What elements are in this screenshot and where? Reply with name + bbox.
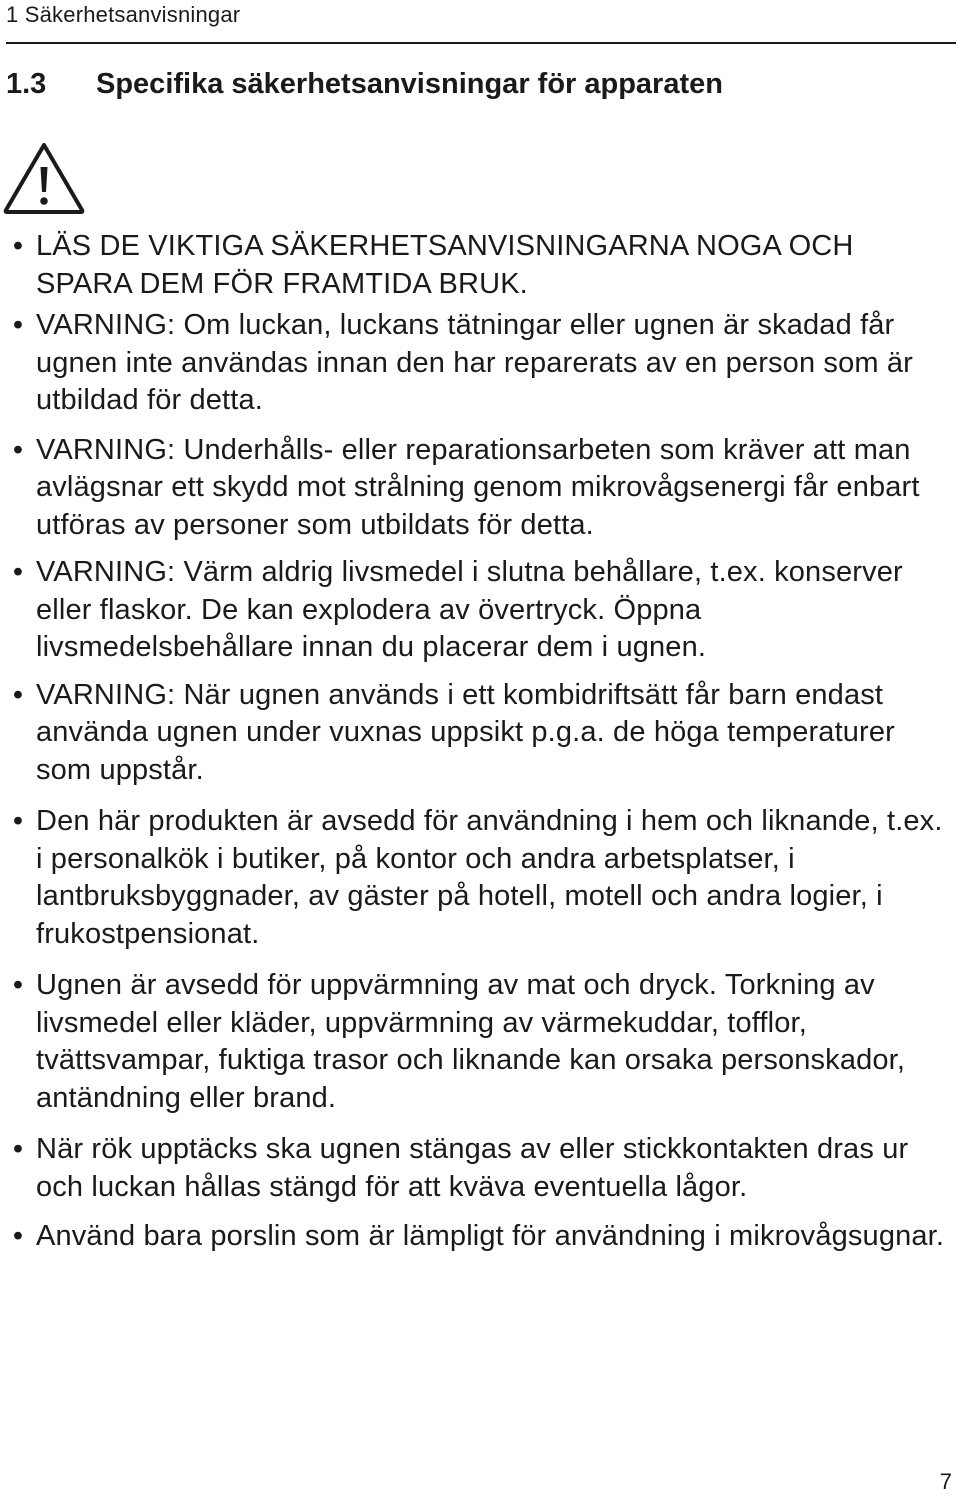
list-item-text: Den här produkten är avsedd för användning i hem och liknande, t.ex. i personalkök i butiker, på kontor och andra arbetsplatser, i lantbruksbyggnader, av gäster på hotell, motell och andra logier, i frukostpensionat. — [36, 805, 943, 950]
warning-triangle-icon — [2, 140, 86, 216]
safety-instructions-list — [0, 228, 960, 1256]
bullet-marker: • — [12, 230, 24, 262]
list-item — [0, 307, 960, 420]
section-title: Specifika säkerhetsanvisningar för apparaten — [96, 68, 723, 100]
list-item — [0, 967, 960, 1117]
bullet-marker: • — [12, 678, 24, 711]
bullet-marker: • — [12, 1220, 24, 1252]
list-item-text: VARNING: Värm aldrig livsmedel i slutna behållare, t.ex. konserver eller flaskor. De kan explodera av övertryck. Öppna livsmedelsbehållare innan du placerar dem i ugnen. — [36, 556, 903, 663]
bullet-marker: • — [12, 969, 24, 1001]
list-item — [0, 1131, 960, 1206]
bullet-marker: • — [12, 309, 24, 341]
list-item — [0, 677, 960, 790]
list-item — [0, 228, 960, 303]
running-header: 1 Säkerhetsanvisningar — [6, 2, 241, 27]
list-item-text: VARNING: När ugnen används i ett kombidriftsätt får barn endast använda ugnen under vuxnas uppsikt p.g.a. de höga temperaturer som uppstår. — [36, 678, 895, 786]
bullet-marker: • — [12, 433, 24, 466]
section-heading — [6, 64, 723, 104]
bullet-marker: • — [12, 805, 24, 837]
list-item-text: VARNING: Underhålls- eller reparationsarbeten som kräver att man avlägsnar ett skydd mot strålning genom mikrovågsenergi får enbart utföras av personer som utbildats för detta. — [36, 433, 920, 541]
list-item-text: Ugnen är avsedd för uppvärmning av mat och dryck. Torkning av livsmedel eller kläder, uppvärmning av värmekuddar, tofflor, tvättsvampar, fuktiga trasor och liknande kan orsaka personskador, antändning eller brand. — [36, 969, 906, 1114]
list-item-text: VARNING: Om luckan, luckans tätningar eller ugnen är skadad får ugnen inte användas innan den har reparerats av en person som är utbildad för detta. — [36, 309, 913, 416]
list-item — [0, 803, 960, 953]
header-rule — [6, 42, 956, 44]
list-item — [0, 1218, 960, 1256]
section-number: 1.3 — [6, 68, 47, 100]
bullet-marker: • — [12, 1133, 24, 1165]
list-item-text: LÄS DE VIKTIGA SÄKERHETSANVISNINGARNA NOGA OCH SPARA DEM FÖR FRAMTIDA BRUK. — [36, 230, 854, 300]
list-item — [0, 554, 960, 667]
page-number: 7 — [939, 1469, 952, 1494]
list-item — [0, 432, 960, 545]
list-item-text: Använd bara porslin som är lämpligt för användning i mikrovågsugnar. — [36, 1220, 945, 1252]
list-item-text: När rök upptäcks ska ugnen stängas av eller stickkontakten dras ur och luckan hållas stängd för att kväva eventuella lågor. — [36, 1133, 909, 1203]
bullet-marker: • — [12, 556, 24, 588]
